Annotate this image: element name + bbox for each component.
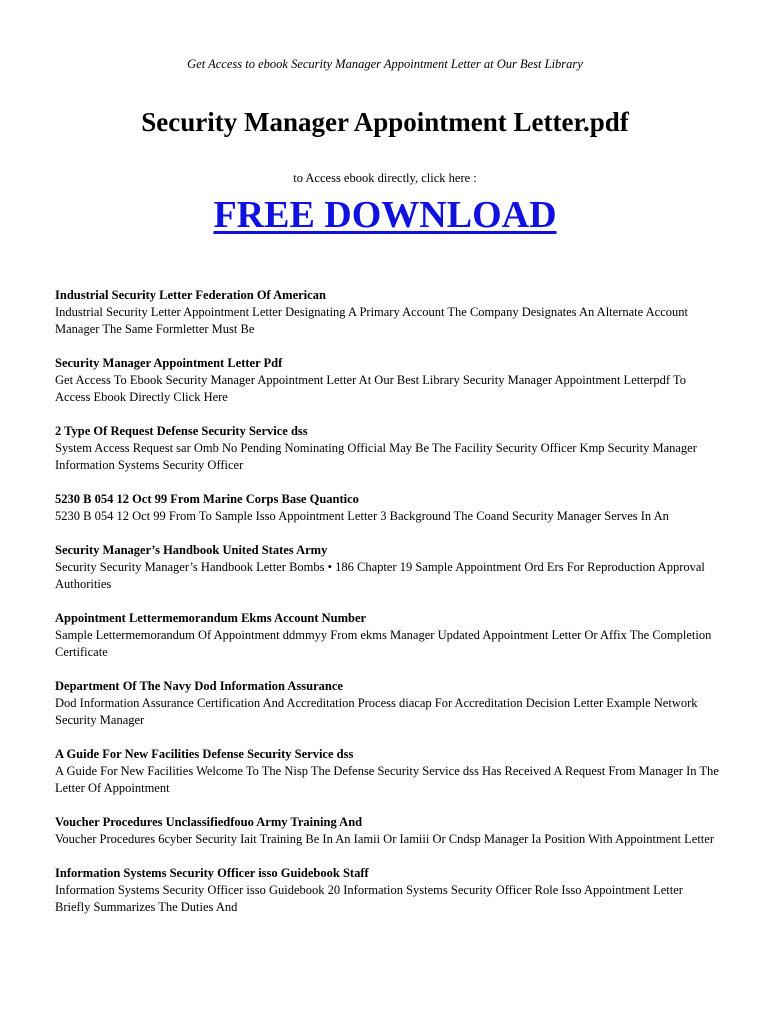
- list-item: [55, 746, 720, 797]
- entry-title: Security Manager Appointment Letter Pdf: [55, 356, 283, 370]
- entry-body: A Guide For New Facilities Welcome To The Nisp The Defense Security Service dss Has Received A Request From Manager In The Letter Of Appointment: [55, 764, 719, 795]
- entry-title: Security Manager’s Handbook United States Army: [55, 543, 328, 557]
- entry-body: Voucher Procedures 6cyber Security Iait Training Be In An Iamii Or Iamiii Or Cndsp Manager Ia Position With Appointment Letter: [55, 832, 714, 846]
- entry-title: 2 Type Of Request Defense Security Service dss: [55, 424, 308, 438]
- entry-body: Security Security Manager’s Handbook Letter Bombs • 186 Chapter 19 Sample Appointment Ord Ers For Reproduction Approval Authorities: [55, 560, 705, 591]
- entry-body: Sample Lettermemorandum Of Appointment ddmmyy From ekms Manager Updated Appointment Letter Or Affix The Completion Certificate: [55, 628, 712, 659]
- entry-title: Voucher Procedures Unclassifiedfouo Army Training And: [55, 815, 363, 829]
- entry-title: Appointment Lettermemorandum Ekms Account Number: [55, 611, 367, 625]
- entry-body: 5230 B 054 12 Oct 99 From To Sample Isso Appointment Letter 3 Background The Coand Security Manager Serves In An: [55, 509, 669, 523]
- document-title: Security Manager Appointment Letter.pdf: [141, 107, 629, 137]
- list-item: [55, 491, 720, 525]
- list-item: [55, 423, 720, 474]
- entries-list: [55, 287, 720, 933]
- entry-title: 5230 B 054 12 Oct 99 From Marine Corps Base Quantico: [55, 492, 359, 506]
- entry-title: Information Systems Security Officer isso Guidebook Staff: [55, 866, 369, 880]
- entry-body: System Access Request sar Omb No Pending Nominating Official May Be The Facility Security Officer Kmp Security Manager Information Systems Security Officer: [55, 441, 697, 472]
- entry-body: Get Access To Ebook Security Manager Appointment Letter At Our Best Library Security Manager Appointment Letterpdf To Access Ebook Directly Click Here: [55, 373, 686, 404]
- top-note: Get Access to ebook Security Manager Appointment Letter at Our Best Library: [187, 57, 583, 71]
- entry-title: A Guide For New Facilities Defense Security Service dss: [55, 747, 354, 761]
- entry-body: Industrial Security Letter Appointment Letter Designating A Primary Account The Company Designates An Alternate Account Manager The Same Formletter Must Be: [55, 305, 688, 336]
- list-item: [55, 678, 720, 729]
- list-item: [55, 814, 720, 848]
- list-item: [55, 542, 720, 593]
- list-item: [55, 355, 720, 406]
- entry-title: Department Of The Navy Dod Information Assurance: [55, 679, 343, 693]
- free-download-link[interactable]: FREE DOWNLOAD: [213, 194, 557, 236]
- access-note: to Access ebook directly, click here :: [293, 171, 477, 185]
- entry-title: Industrial Security Letter Federation Of American: [55, 288, 326, 302]
- list-item: [55, 287, 720, 338]
- entry-body: Information Systems Security Officer isso Guidebook 20 Information Systems Security Officer Role Isso Appointment Letter Briefly Summarizes The Duties And: [55, 883, 683, 914]
- entry-body: Dod Information Assurance Certification And Accreditation Process diacap For Accreditation Decision Letter Example Network Security Manager: [55, 696, 698, 727]
- download-container: [0, 193, 770, 237]
- list-item: [55, 610, 720, 661]
- list-item: [55, 865, 720, 916]
